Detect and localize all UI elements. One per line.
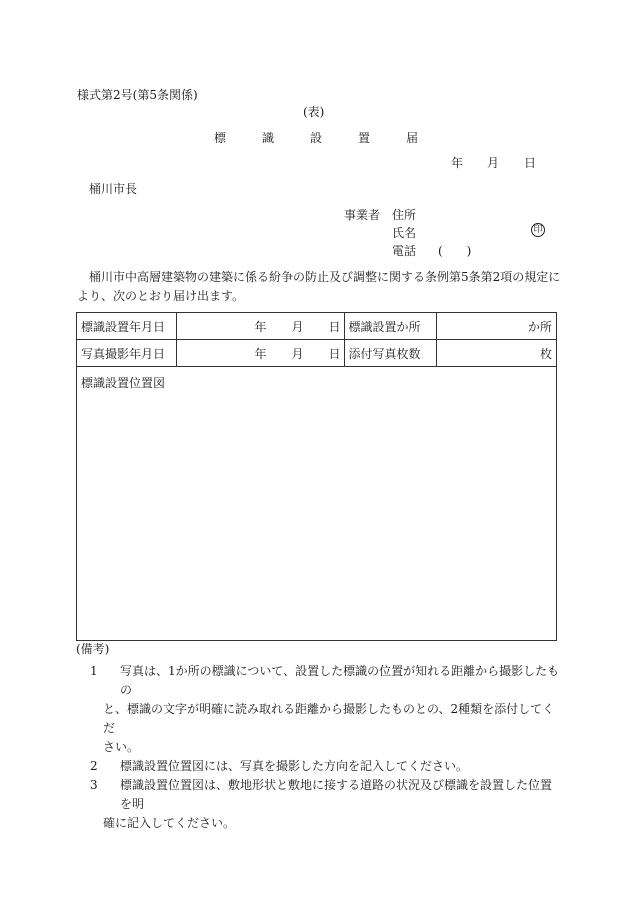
install-date-label: 標識設置年月日 — [77, 313, 177, 340]
phone-paren: ( ) — [438, 244, 472, 258]
title-char: 設 — [310, 131, 323, 145]
table-row — [77, 313, 557, 340]
side-label: (表) — [303, 105, 325, 119]
photo-count-field[interactable] — [437, 340, 557, 367]
unit-label: 枚 — [539, 346, 552, 361]
photo-count-label: 添付写真枚数 — [344, 340, 437, 367]
date-month: 月 — [487, 156, 500, 170]
sign-count-label: 標識設置か所 — [344, 313, 437, 340]
title-char: 置 — [358, 131, 371, 145]
note-number: 3 — [90, 778, 98, 792]
title-char: 標 — [214, 131, 227, 145]
notes-section — [77, 642, 561, 833]
date-day: 日 — [524, 156, 537, 170]
photo-date-field[interactable] — [176, 340, 344, 367]
note-line: 標識設置位置図は、敷地形状と敷地に接する道路の状況及び標識を設置した位置を明 — [120, 778, 553, 811]
note-item — [90, 776, 561, 833]
notes-heading: (備考) — [76, 642, 110, 656]
date-month: 月 — [291, 319, 304, 334]
applicant-role: 事業者 — [344, 208, 381, 222]
sign-count-field[interactable] — [437, 313, 557, 340]
note-line: 写真は、1か所の標識について、設置した標識の位置が知れる距離から撮影したもの — [120, 664, 560, 697]
note-line: と、標識の文字が明確に読み取れる距離から撮影したものとの、2種類を添付してくだ — [103, 702, 555, 735]
note-number: 2 — [90, 759, 98, 773]
seal-mark: 印 — [531, 223, 545, 237]
note-line: さい。 — [103, 740, 140, 754]
date-month: 月 — [291, 346, 304, 361]
date-day: 日 — [328, 346, 341, 361]
note-line: 確に記入してください。 — [103, 816, 236, 830]
title-char: 届 — [406, 131, 419, 145]
body-text-line2: より、次のとおり届け出ます。 — [77, 289, 245, 303]
install-date-field[interactable] — [176, 313, 344, 340]
table-row — [77, 340, 557, 367]
date-year: 年 — [254, 319, 267, 334]
note-line: 標識設置位置図には、写真を撮影した方向を記入してください。 — [120, 759, 469, 773]
unit-label: か所 — [527, 319, 552, 334]
note-item — [90, 662, 561, 757]
note-item — [90, 757, 561, 776]
body-text-line1: 桶川市中高層建築物の建築に係る紛争の防止及び調整に関する条例第5条第2項の規定に — [89, 270, 561, 284]
site-map-label: 標識設置位置図 — [81, 376, 166, 390]
form-number: 様式第2号(第5条関係) — [77, 88, 198, 102]
note-number: 1 — [90, 664, 98, 678]
date-day: 日 — [328, 319, 341, 334]
address-label: 住所 — [392, 208, 417, 222]
photo-date-label: 写真撮影年月日 — [77, 340, 177, 367]
addressee: 桶川市長 — [89, 182, 138, 196]
name-label: 氏名 — [392, 226, 417, 240]
table-row — [77, 367, 557, 641]
date-year: 年 — [451, 156, 464, 170]
phone-label: 電話 — [392, 244, 417, 258]
form-table — [76, 312, 557, 641]
site-map-area[interactable] — [77, 367, 557, 641]
title-char: 識 — [262, 131, 275, 145]
date-year: 年 — [254, 346, 267, 361]
